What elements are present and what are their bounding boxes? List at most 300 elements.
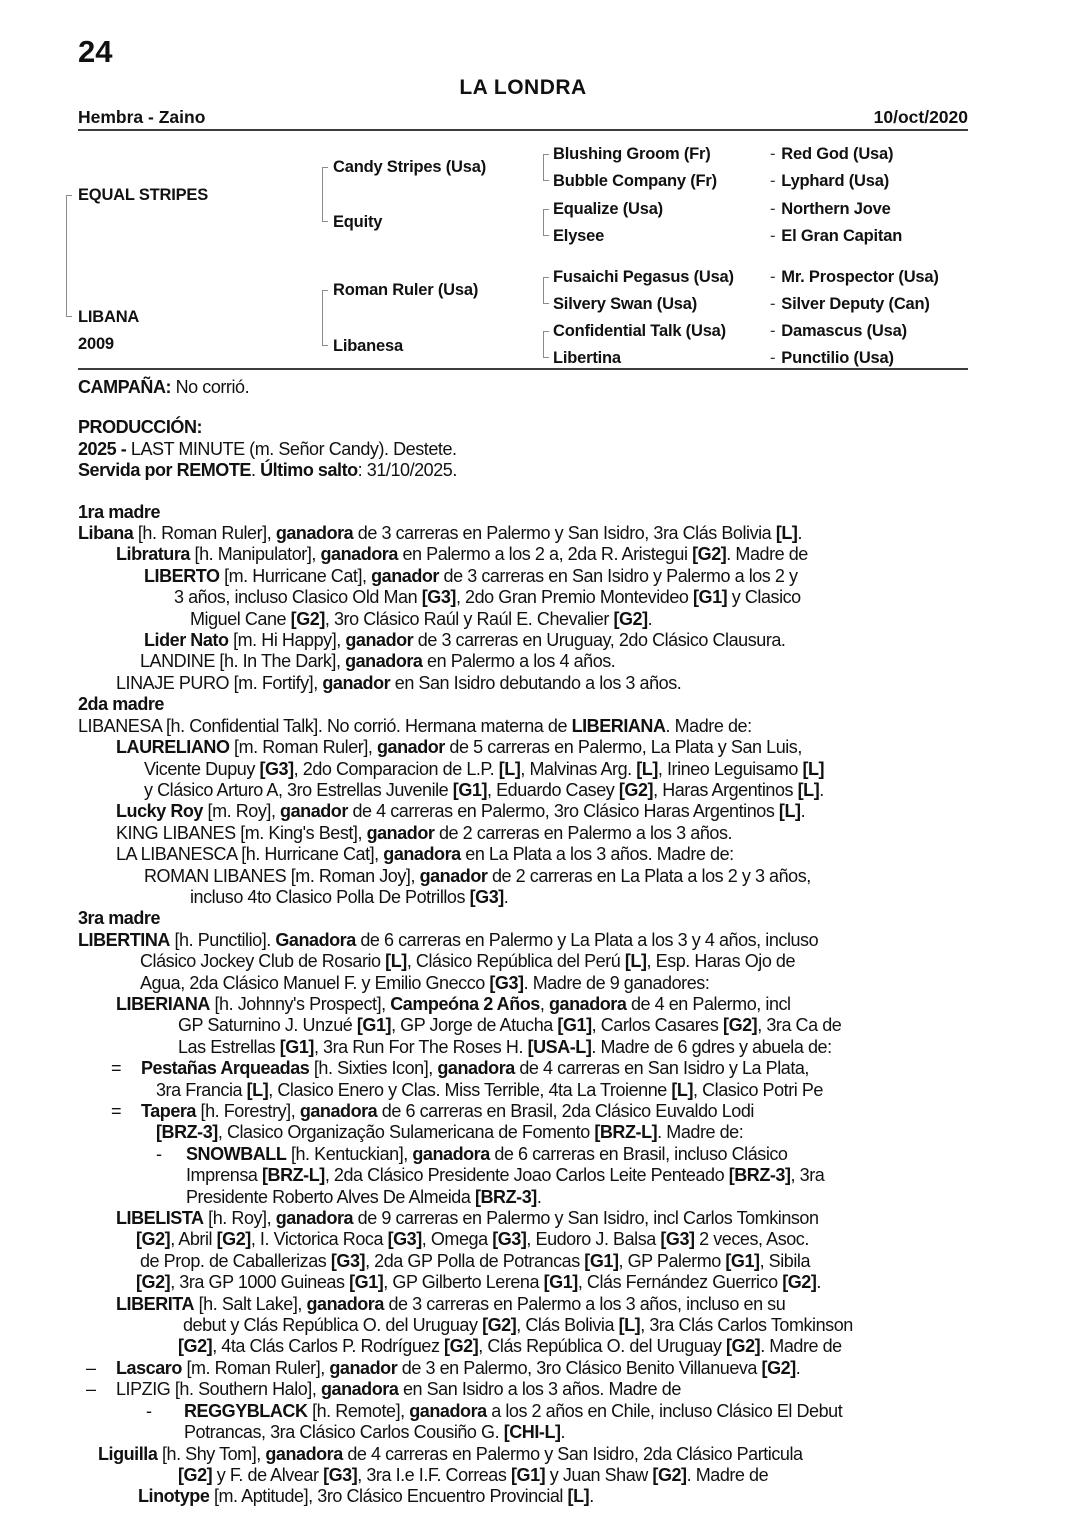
emphasis-text: LIBERTO (144, 565, 220, 586)
list-marker: – (86, 1379, 96, 1400)
emphasis-text: ganador (329, 1357, 398, 1378)
plain-text: , 2do Comparacion de L.P. (293, 758, 499, 779)
plain-text: GP Saturnino J. Unzué (178, 1015, 357, 1036)
plain-text: a los 2 años en Chile, incluso Clásico El Debut (486, 1400, 843, 1421)
plain-text: . Madre de (686, 1464, 769, 1485)
emphasis-text: ganadora (383, 844, 461, 865)
plain-text: , Haras Argentinos (653, 779, 798, 800)
emphasis-text: CAMPAÑA: (78, 377, 176, 397)
plain-text: , GP Gilberto Lerena (383, 1272, 544, 1293)
emphasis-text: [G3] (421, 587, 456, 608)
plain-text: , GP Palermo (618, 1250, 726, 1271)
plain-text: de 4 en Palermo, incl (626, 993, 791, 1014)
emphasis-text: REGGYBLACK (184, 1400, 308, 1421)
text-line (78, 1037, 998, 1058)
pedigree-gen3-name-label: Blushing Groom (Fr) (553, 145, 711, 163)
plain-text: [h. Forestry], (196, 1101, 300, 1121)
text-line (78, 737, 998, 758)
emphasis-text: [G2] (178, 1336, 213, 1357)
list-marker: - (156, 1143, 162, 1164)
emphasis-text: 1ra madre (78, 501, 161, 522)
text-line (78, 1187, 998, 1208)
pedigree-gen3-name-label: Confidential Talk (Usa) (553, 322, 726, 340)
plain-text: . (795, 1357, 801, 1378)
emphasis-text: ganadora (299, 1101, 378, 1121)
plain-text: . Madre de (726, 544, 808, 565)
section-header (78, 908, 998, 929)
text-line (78, 1272, 998, 1293)
pedigree-gen4-name (770, 295, 930, 313)
dash-mark: - (770, 295, 776, 313)
plain-text: , Sibila (759, 1250, 811, 1271)
text-line (78, 759, 998, 780)
emphasis-text: Libana (78, 523, 134, 544)
emphasis-text: Lucky Roy (116, 801, 203, 822)
plain-text: LA LIBANESCA [h. Hurricane Cat], (116, 844, 384, 865)
plain-text: LAST MINUTE (m. Señor Candy). Destete. (130, 438, 457, 459)
plain-text: , 3ra (790, 1165, 825, 1186)
pedigree-sire (78, 186, 208, 204)
text-line (78, 1080, 998, 1101)
pedigree-gen2-name (333, 158, 486, 176)
plain-text: , 3ra Run For The Roses H. (313, 1036, 528, 1057)
text-line (78, 887, 998, 908)
text-line (78, 823, 998, 844)
plain-text: , Clás Fernández Guerrico (577, 1272, 783, 1293)
emphasis-text: 2025 - (78, 438, 131, 459)
text-line (78, 1358, 998, 1379)
emphasis-text: [G2] (782, 1272, 817, 1293)
pedigree-details (78, 377, 998, 1508)
plain-text: . Madre de: (657, 1122, 744, 1143)
plain-text: , 3ra I.e I.F. Correas (357, 1464, 511, 1485)
text-line (78, 417, 998, 438)
emphasis-text: [G2] (136, 1229, 171, 1250)
plain-text: en San Isidro a los 3 años. Madre de (398, 1379, 681, 1400)
plain-text: , Abril (170, 1229, 217, 1250)
pedigree-bracket-gen3b (543, 209, 550, 236)
emphasis-text: [L] (671, 1079, 694, 1100)
emphasis-text: [L] (797, 779, 820, 800)
emphasis-text: SNOWBALL (186, 1143, 287, 1164)
plain-text: . (819, 779, 824, 800)
plain-text: en La Plata a los 3 años. Madre de: (460, 844, 734, 865)
emphasis-text: [BRZ-3] (728, 1165, 791, 1186)
pedigree-gen3-name (553, 295, 697, 313)
text-line (78, 1422, 998, 1443)
plain-text: , Carlos Casares (591, 1015, 724, 1036)
text-line (78, 1144, 998, 1165)
page-title: LA LONDRA (459, 76, 587, 99)
plain-text: . Madre de (760, 1336, 842, 1357)
emphasis-text: REMOTE (176, 460, 251, 481)
pedigree-gen2-name (333, 337, 403, 355)
text-line (78, 544, 998, 565)
pedigree-dam-year-label: 2009 (78, 335, 114, 353)
emphasis-text: ganadora (265, 1443, 343, 1464)
plain-text: y Juan Shaw (545, 1464, 653, 1485)
plain-text: Imprensa (186, 1165, 262, 1186)
plain-text: , 2da GP Polla de Potrancas (365, 1250, 585, 1271)
pedigree-gen2-name (333, 213, 382, 231)
plain-text: . (800, 801, 806, 822)
plain-text: [h. Roman Ruler], (133, 523, 276, 544)
emphasis-text: PRODUCCIÓN: (78, 417, 203, 438)
list-marker: – (86, 1357, 96, 1378)
emphasis-text: ganadora (320, 1379, 399, 1400)
plain-text: y Clasico (727, 587, 801, 608)
plain-text: , GP Jorge de Atucha (391, 1015, 558, 1036)
plain-text: y F. de Alvear (212, 1464, 324, 1485)
emphasis-text: [G2] (444, 1336, 479, 1357)
emphasis-text: ganadora (275, 1208, 354, 1229)
plain-text: [m. Roman Ruler], (229, 737, 377, 758)
text-line (78, 716, 998, 737)
emphasis-text: [G3] (492, 1229, 527, 1250)
emphasis-text: 3ra madre (78, 908, 161, 929)
emphasis-text: ganador (371, 565, 439, 586)
pedigree-bracket-gen1 (66, 195, 73, 317)
family-section-2 (78, 694, 998, 908)
plain-text: [h. Punctilio]. (169, 929, 276, 950)
plain-text: en Palermo a los 2 a, 2da R. Aristegui (397, 544, 693, 565)
pedigree-gen4-name (770, 145, 893, 163)
emphasis-text: [L] (618, 1315, 641, 1336)
plain-text: No corrió. (175, 377, 250, 397)
emphasis-text: LAURELIANO (116, 737, 230, 758)
emphasis-text: [G1] (584, 1250, 619, 1271)
plain-text: , Clasico Potri Pe (693, 1079, 823, 1100)
pedigree-gen4-name-label: El Gran Capitan (781, 227, 903, 245)
text-line (78, 609, 998, 630)
emphasis-text: ganadora (345, 651, 423, 672)
plain-text: , 3ra Clás Carlos Tomkinson (640, 1315, 853, 1336)
text-line (78, 1058, 998, 1079)
pedigree-gen3-name (553, 172, 717, 190)
pedigree-gen3-name (553, 200, 663, 218)
plain-text: . (250, 460, 261, 481)
plain-text: . Madre de 9 ganadores: (523, 972, 710, 993)
list-marker: = (111, 1058, 122, 1079)
pedigree-bracket-gen2a (322, 167, 329, 222)
pedigree-table (0, 135, 1080, 371)
text-line (78, 1465, 998, 1486)
plain-text: de 3 carreras en Palermo a los 3 años, incluso en su (383, 1293, 786, 1314)
pedigree-gen4-name (770, 200, 891, 218)
plain-text: . (536, 1186, 542, 1207)
text-line (78, 566, 998, 587)
plain-text: , 2da Clásico Presidente Joao Carlos Leite Penteado (324, 1165, 729, 1186)
text-line (78, 973, 998, 994)
pedigree-gen4-name (770, 322, 907, 340)
plain-text: LIBANESA [h. Confidential Talk]. No corrió. Hermana materna de (78, 715, 572, 736)
production-block (78, 417, 998, 481)
plain-text: KING LIBANES [m. King's Best], (116, 822, 367, 843)
emphasis-text: [G1] (349, 1272, 384, 1293)
plain-text: , 4ta Clás Carlos P. Rodríguez (212, 1336, 445, 1357)
text-line (78, 994, 998, 1015)
section-header (78, 502, 998, 523)
section-header (78, 694, 998, 715)
plain-text: [h. Sixties Icon], (309, 1058, 438, 1079)
emphasis-text: Linotype (138, 1486, 210, 1507)
plain-text: , Irineo Leguisamo (657, 758, 803, 779)
plain-text: , Clás República O. del Uruguay (478, 1336, 726, 1357)
pedigree-gen4-name (770, 349, 894, 367)
pedigree-gen4-name-label: Silver Deputy (Can) (781, 295, 930, 313)
pedigree-gen2-name-label: Roman Ruler (Usa) (333, 281, 479, 299)
text-line (78, 673, 998, 694)
pedigree-gen3-name (553, 322, 726, 340)
plain-text: : 31/10/2025. (357, 460, 457, 481)
emphasis-text: [BRZ-3] (474, 1186, 537, 1207)
emphasis-text: ganador (322, 672, 391, 693)
emphasis-text: [G1] (543, 1272, 578, 1293)
emphasis-text: ganadora (412, 1143, 490, 1164)
list-marker: = (111, 1101, 122, 1121)
header-divider (78, 129, 968, 131)
text-line (78, 1336, 998, 1357)
text-line (78, 844, 998, 865)
plain-text: , Malvinas Arg. (520, 758, 637, 779)
plain-text: de 2 carreras en Palermo a los 3 años. (434, 822, 733, 843)
emphasis-text: [L] (802, 758, 825, 779)
emphasis-text: [G2] (692, 544, 727, 565)
emphasis-text: Ganadora (275, 929, 356, 950)
plain-text: . (589, 1486, 594, 1507)
pedigree-gen3-name (553, 145, 711, 163)
pedigree-bracket-gen3c (543, 277, 550, 304)
plain-text: , Clasico Enero y Clas. Miss Terrible, 4ta La Troienne (268, 1079, 672, 1100)
pedigree-gen4-name (770, 172, 889, 190)
plain-text: de 3 carreras en Uruguay, 2do Clásico Clausura. (413, 630, 786, 651)
plain-text: [h. Shy Tom], (157, 1443, 266, 1464)
sex-coat-label: Hembra - Zaino (78, 107, 206, 127)
emphasis-text: ganador (419, 865, 488, 886)
text-line (78, 523, 998, 544)
text-line (78, 377, 998, 398)
plain-text: [m. Hi Happy], (228, 630, 346, 651)
emphasis-text: [L] (385, 951, 407, 972)
pedigree-gen4-name-label: Lyphard (Usa) (781, 172, 890, 190)
plain-text: Presidente Roberto Alves De Almeida (186, 1186, 475, 1207)
plain-text: Las Estrellas (178, 1036, 280, 1057)
pedigree-sire-label: EQUAL STRIPES (78, 186, 209, 204)
plain-text: LIPZIG [h. Southern Halo], (116, 1379, 321, 1400)
emphasis-text: [G1] (693, 587, 728, 608)
emphasis-text: [L] (775, 523, 798, 544)
plain-text: Agua, 2da Clásico Manuel F. y Emilio Gnecco (140, 972, 490, 993)
text-line (78, 1401, 998, 1422)
emphasis-text: [G2] (290, 608, 325, 629)
plain-text: , Omega (421, 1229, 493, 1250)
emphasis-text: ganadora (409, 1400, 487, 1421)
emphasis-text: LIBELISTA (116, 1208, 204, 1229)
emphasis-text: [G3] (330, 1250, 366, 1271)
plain-text: ROMAN LIBANES [m. Roman Joy], (144, 865, 420, 886)
plain-text: , (539, 993, 549, 1014)
pedigree-gen2-name-label: Candy Stripes (Usa) (333, 158, 486, 176)
pedigree-bracket-gen3d (543, 331, 550, 358)
text-line (78, 1229, 998, 1250)
campaign-block (78, 377, 998, 398)
pedigree-gen3-name-label: Elysee (553, 227, 605, 245)
plain-text: de 4 carreras en Palermo y San Isidro, 2da Clásico Particula (342, 1443, 803, 1464)
plain-text: Vicente Dupuy (144, 758, 260, 779)
emphasis-text: ganador (377, 737, 445, 758)
pedigree-gen3-name-label: Fusaichi Pegasus (Usa) (553, 268, 734, 286)
text-line (78, 1165, 998, 1186)
emphasis-text: Lascaro (116, 1357, 182, 1378)
text-line (78, 866, 998, 887)
emphasis-text: 2da madre (78, 694, 164, 715)
plain-text: de 2 carreras en La Plata a los 2 y 3 años, (487, 865, 811, 886)
text-line (78, 780, 998, 801)
pedigree-gen2-name-label: Libanesa (333, 337, 403, 355)
plain-text: de 9 carreras en Palermo y San Isidro, incl Carlos Tomkinson (353, 1208, 819, 1229)
emphasis-text: [G1] (279, 1036, 314, 1057)
pedigree-dam-year (78, 335, 114, 353)
emphasis-text: ganadora (437, 1058, 515, 1079)
emphasis-text: [CHI-L] (503, 1422, 561, 1443)
pedigree-gen4-name-label: Damascus (Usa) (781, 322, 907, 340)
pedigree-gen3-name-label: Silvery Swan (Usa) (553, 295, 698, 313)
text-line (78, 1208, 998, 1229)
plain-text: Potrancas, 3ra Clásico Carlos Cousiño G. (184, 1422, 504, 1443)
plain-text: , 2do Gran Premio Montevideo (455, 587, 694, 608)
emphasis-text: [G2] (652, 1464, 687, 1485)
emphasis-text: ganadora (275, 523, 354, 544)
plain-text: , Eudoro J. Balsa (526, 1229, 661, 1250)
emphasis-text: [G2] (618, 779, 654, 800)
emphasis-text: [G1] (356, 1015, 392, 1036)
text-line (78, 1122, 998, 1143)
text-line (78, 1315, 998, 1336)
plain-text: . (816, 1272, 821, 1293)
plain-text: de 4 carreras en Palermo, 3ro Clásico Haras Argentinos (347, 801, 779, 822)
pedigree-dam-label: LIBANA (78, 308, 140, 326)
text-line (78, 439, 998, 460)
emphasis-text: Último salto (260, 460, 358, 481)
emphasis-text: LIBERTINA (78, 929, 170, 950)
plain-text: , Clasico Organização Sulamericana de Fomento (217, 1122, 595, 1143)
text-line (78, 1294, 998, 1315)
pedigree-gen4-name (770, 268, 939, 286)
text-line (78, 587, 998, 608)
text-line (78, 1015, 998, 1036)
text-line (78, 630, 998, 651)
emphasis-text: [G2] (613, 608, 648, 629)
pedigree-gen4-name-label: Punctilio (Usa) (781, 349, 894, 367)
plain-text: de 6 carreras en Brasil, 2da Clásico Euvaldo Lodi (377, 1101, 754, 1121)
family-section-3 (78, 908, 998, 1507)
dash-mark: - (770, 322, 776, 340)
plain-text: de 3 en Palermo, 3ro Clásico Benito Villanueva (397, 1357, 762, 1378)
plain-text: . Madre de: (665, 715, 752, 736)
text-line (78, 1486, 998, 1507)
list-marker: - (146, 1400, 152, 1421)
emphasis-text: [G3] (489, 972, 524, 993)
emphasis-text: LIBERITA (116, 1293, 195, 1314)
text-line (78, 1251, 998, 1272)
emphasis-text: [G1] (725, 1250, 760, 1271)
emphasis-text: [L] (567, 1486, 590, 1507)
emphasis-text: [L] (624, 951, 647, 972)
plain-text: [m. Hurricane Cat], (219, 565, 372, 586)
plain-text: de Prop. de Caballerizas (140, 1250, 331, 1271)
emphasis-text: [G2] (178, 1464, 213, 1485)
emphasis-text: [G2] (725, 1336, 761, 1357)
plain-text: [h. Remote], (307, 1400, 410, 1421)
text-line (78, 1444, 998, 1465)
pedigree-gen2-name-label: Equity (333, 213, 383, 231)
emphasis-text: [G3] (259, 758, 294, 779)
plain-text: , 3ro Clásico Raúl y Raúl E. Chevalier (324, 608, 614, 629)
dash-mark: - (770, 268, 776, 286)
plain-text: en Palermo a los 4 años. (422, 651, 616, 672)
family-section-1 (78, 502, 998, 695)
emphasis-text: Tapera (141, 1101, 196, 1121)
emphasis-text: Servida por (78, 460, 177, 481)
plain-text: [m. Roman Ruler], (181, 1357, 330, 1378)
pedigree-bracket-gen3a (543, 154, 550, 181)
emphasis-text: [G3] (323, 1464, 358, 1485)
text-line (78, 951, 998, 972)
pedigree-dam (78, 308, 139, 326)
plain-text: , I. Victorica Roca (250, 1229, 388, 1250)
emphasis-text: [BRZ-3] (156, 1122, 218, 1143)
plain-text: [m. Aptitude], 3ro Clásico Encuentro Provincial (209, 1486, 568, 1507)
plain-text: . (797, 523, 803, 544)
plain-text: debut y Clás República O. del Uruguay (183, 1315, 483, 1336)
plain-text: , Eduardo Casey (487, 779, 619, 800)
emphasis-text: ganadora (548, 993, 627, 1014)
plain-text: . (503, 886, 509, 907)
plain-text: de 6 carreras en Palermo y La Plata a los 3 y 4 años, incluso (355, 929, 819, 950)
plain-text: 3ra Francia (156, 1079, 247, 1100)
emphasis-text: [G2] (723, 1015, 758, 1036)
catalog-date: 10/oct/2020 (873, 107, 968, 127)
plain-text: , Clásico República del Perú (406, 951, 625, 972)
pedigree-gen4-name-label: Red God (Usa) (781, 145, 894, 163)
emphasis-text: [L] (636, 758, 658, 779)
pedigree-bracket-gen2b (322, 290, 329, 346)
pedigree-gen4-name (770, 227, 902, 245)
pedigree-gen3-name-label: Equalize (Usa) (553, 200, 663, 218)
pedigree-gen3-name-label: Libertina (553, 349, 621, 367)
dash-mark: - (770, 227, 776, 245)
plain-text: , Esp. Haras Ojo de (646, 951, 796, 972)
emphasis-text: [G3] (469, 886, 504, 907)
emphasis-text: LIBERIANA (571, 715, 666, 736)
plain-text: [m. Roy], (202, 801, 281, 822)
emphasis-text: [G1] (452, 779, 487, 800)
plain-text: [h. Kentuckian], (286, 1143, 413, 1164)
text-line (78, 1101, 998, 1122)
pedigree-gen4-name-label: Northern Jove (781, 200, 891, 218)
emphasis-text: [G3] (660, 1229, 695, 1250)
emphasis-text: [G1] (557, 1015, 592, 1036)
emphasis-text: [G2] (482, 1315, 517, 1336)
plain-text: de 5 carreras en Palermo, La Plata y San Luis, (444, 737, 802, 758)
emphasis-text: ganador (345, 630, 414, 651)
pedigree-gen3-name (553, 349, 621, 367)
emphasis-text: [G2] (761, 1357, 796, 1378)
pedigree-gen3-name-label: Bubble Company (Fr) (553, 172, 717, 190)
text-line (78, 460, 998, 481)
plain-text: y Clásico Arturo A, 3ro Estrellas Juvenile (144, 779, 453, 800)
emphasis-text: LIBERIANA (116, 993, 210, 1014)
